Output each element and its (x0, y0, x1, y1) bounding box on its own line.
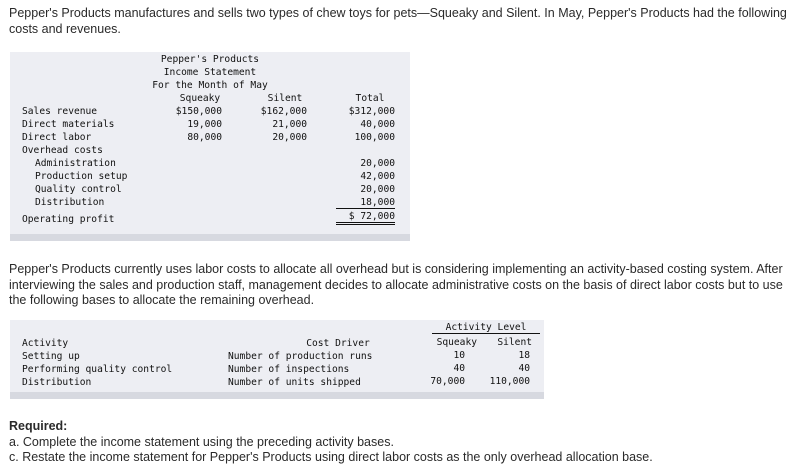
setup-squeaky: 10 (453, 350, 465, 361)
statement-period: For the Month of May (152, 80, 268, 91)
overhead-setup-total: 42,000 (360, 171, 395, 182)
overhead-admin-label: Administration (35, 158, 116, 169)
sales-squeaky: $150,000 (175, 106, 222, 117)
operating-profit-label: Operating profit (22, 214, 115, 225)
driver-distribution: Number of units shipped (228, 377, 361, 388)
required-c: c. Restate the income statement for Pepper's Products using direct labor costs as the only overhead allocation base. (9, 450, 653, 464)
row-label-materials: Direct materials (22, 119, 115, 130)
labor-squeaky: 80,000 (187, 132, 222, 143)
statement-title: Income Statement (163, 67, 257, 78)
driver-quality: Number of inspections (228, 364, 350, 375)
middle-paragraph: Pepper's Products currently uses labor costs to allocate all overhead but is considering implementing an activity-based costing system. After interviewing the sales and production staff, management decides to allocate administrative costs on the basis of direct labor costs but to use the following bases to allocate the remaining overhead. (9, 262, 783, 307)
distribution-silent: 110,000 (489, 376, 530, 387)
overhead-quality-total: 20,000 (360, 184, 395, 195)
quality-squeaky: 40 (453, 363, 465, 374)
overhead-distribution-total: 18,000 (336, 197, 395, 209)
required-a: a. Complete the income statement using the preceding activity bases. (9, 434, 394, 449)
sales-total: $312,000 (348, 106, 395, 117)
col-header-silent: Silent (267, 93, 303, 104)
intro-paragraph: Pepper's Products manufactures and sells two types of chew toys for pets—Squeaky and Silent. In May, Pepper's Products had the following costs and revenues. (9, 6, 787, 36)
materials-squeaky: 19,000 (187, 119, 222, 130)
overhead-label: Overhead costs (22, 145, 103, 156)
company-name: Pepper's Products (160, 54, 260, 65)
activity-quality: Performing quality control (22, 364, 173, 375)
overhead-admin-total: 20,000 (360, 158, 395, 169)
level-silent-header: Silent (497, 337, 532, 348)
level-squeaky-header: Squeaky (436, 337, 477, 348)
overhead-distribution-label: Distribution (35, 197, 105, 208)
activity-distribution: Distribution (22, 377, 92, 388)
required-heading: Required: (9, 419, 68, 433)
overhead-setup-label: Production setup (35, 171, 128, 182)
sales-silent: $162,000 (260, 106, 307, 117)
row-label-labor: Direct labor (22, 132, 92, 143)
setup-silent: 18 (518, 350, 530, 361)
row-label-sales: Sales revenue (22, 106, 98, 117)
distribution-squeaky: 70,000 (430, 376, 465, 387)
driver-setup: Number of production runs (228, 351, 373, 362)
col-header-squeaky: Squeaky (179, 93, 221, 104)
activity-setup: Setting up (22, 351, 80, 362)
activity-panel-footer (10, 392, 544, 399)
driver-col-header: Cost Driver (306, 338, 370, 349)
materials-silent: 21,000 (272, 119, 307, 130)
quality-silent: 40 (518, 363, 530, 374)
labor-total: 100,000 (354, 132, 395, 143)
labor-silent: 20,000 (272, 132, 307, 143)
required-section (9, 419, 799, 466)
operating-profit-total: $ 72,000 (336, 211, 395, 225)
activity-col-header: Activity (22, 338, 69, 349)
activity-level-header: Activity Level (432, 322, 540, 334)
income-statement-panel-footer (10, 234, 410, 241)
overhead-quality-label: Quality control (35, 184, 122, 195)
col-header-total: Total (355, 93, 385, 104)
materials-total: 40,000 (360, 119, 395, 130)
